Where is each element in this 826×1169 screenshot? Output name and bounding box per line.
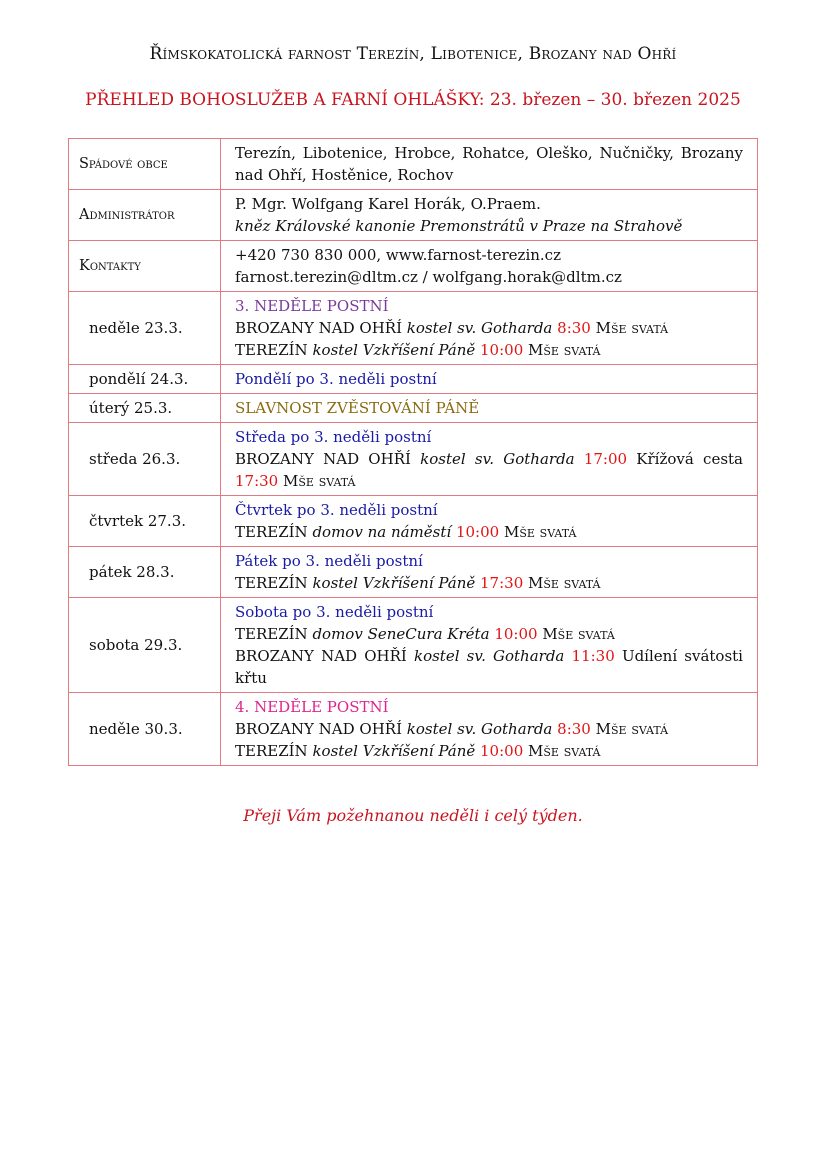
day-cell: pátek 28.3. [69,547,221,598]
table-row [69,693,758,766]
day-cell: středa 26.3. [69,423,221,496]
admin-role: kněz Královské kanonie Premonstrátů v Praze na Strahově [235,217,683,235]
service-entry: TEREZÍN kostel Vzkříšení Páně 17:30 Mše svatá [235,574,601,592]
liturgical-day: SLAVNOST ZVĚSTOVÁNÍ PÁNĚ [235,399,480,417]
services-cell [221,365,758,394]
table-row [69,139,758,190]
liturgical-day: 4. NEDĚLE POSTNÍ [235,698,389,716]
services-cell [221,394,758,423]
service-entry: BROZANY NAD OHŘÍ kostel sv. Gotharda 8:30 Mše svatá [235,319,669,337]
label-cell: Spádové obce [69,139,221,190]
day-cell: pondělí 24.3. [69,365,221,394]
schedule-table [68,138,758,766]
services-cell [221,423,758,496]
table-row [69,496,758,547]
service-entry: TEREZÍN domov na náměstí 10:00 Mše svatá [235,523,577,541]
label-cell: Kontakty [69,241,221,292]
day-cell: neděle 23.3. [69,292,221,365]
table-row [69,241,758,292]
liturgical-day: 3. NEDĚLE POSTNÍ [235,297,389,315]
contact-cell [221,241,758,292]
services-cell [221,292,758,365]
closing-blessing: Přeji Vám požehnanou neděli i celý týden. [243,806,583,825]
table-row [69,547,758,598]
admin-cell [221,190,758,241]
service-entry: TEREZÍN kostel Vzkříšení Páně 10:00 Mše svatá [235,341,601,359]
table-row [69,292,758,365]
service-entry: BROZANY NAD OHŘÍ kostel sv. Gotharda 11:30 Udílení svátosti křtu [235,647,743,687]
table-row [69,365,758,394]
services-cell [221,496,758,547]
page-title: PŘEHLED BOHOSLUŽEB A FARNÍ OHLÁŠKY: 23. březen – 30. březen 2025 [85,90,741,110]
liturgical-day: Pátek po 3. neděli postní [235,552,423,570]
day-cell: úterý 25.3. [69,394,221,423]
service-entry: BROZANY NAD OHŘÍ kostel sv. Gotharda 17:00 Křížová cesta [235,450,743,468]
service-entry: BROZANY NAD OHŘÍ kostel sv. Gotharda 8:30 Mše svatá [235,720,669,738]
liturgical-day: Sobota po 3. neděli postní [235,603,434,621]
table-row [69,394,758,423]
liturgical-day: Pondělí po 3. neděli postní [235,370,437,388]
services-cell [221,693,758,766]
table-row [69,598,758,693]
liturgical-day: Čtvrtek po 3. neděli postní [235,501,438,519]
label-cell: Administrátor [69,190,221,241]
table-row [69,190,758,241]
service-entry: 17:30 Mše svatá [235,472,356,490]
admin-name: P. Mgr. Wolfgang Karel Horák, O.Praem. [235,195,541,213]
service-entry: TEREZÍN kostel Vzkříšení Páně 10:00 Mše svatá [235,742,601,760]
day-cell: neděle 30.3. [69,693,221,766]
day-cell: sobota 29.3. [69,598,221,693]
contact-line: farnost.terezin@dltm.cz / wolfgang.horak@dltm.cz [235,268,622,286]
service-entry: TEREZÍN domov SeneCura Kréta 10:00 Mše svatá [235,625,615,643]
liturgical-day: Středa po 3. neděli postní [235,428,432,446]
services-cell [221,547,758,598]
parish-header: Římskokatolická farnost Terezín, Libotenice, Brozany nad Ohří [149,44,677,64]
day-cell: čtvrtek 27.3. [69,496,221,547]
obce-value: Terezín, Libotenice, Hrobce, Rohatce, Oleško, Nučničky, Brozany nad Ohří, Hostěnice, Rochov [221,139,758,190]
table-row [69,423,758,496]
services-cell [221,598,758,693]
contact-line: +420 730 830 000, www.farnost-terezin.cz [235,246,561,264]
